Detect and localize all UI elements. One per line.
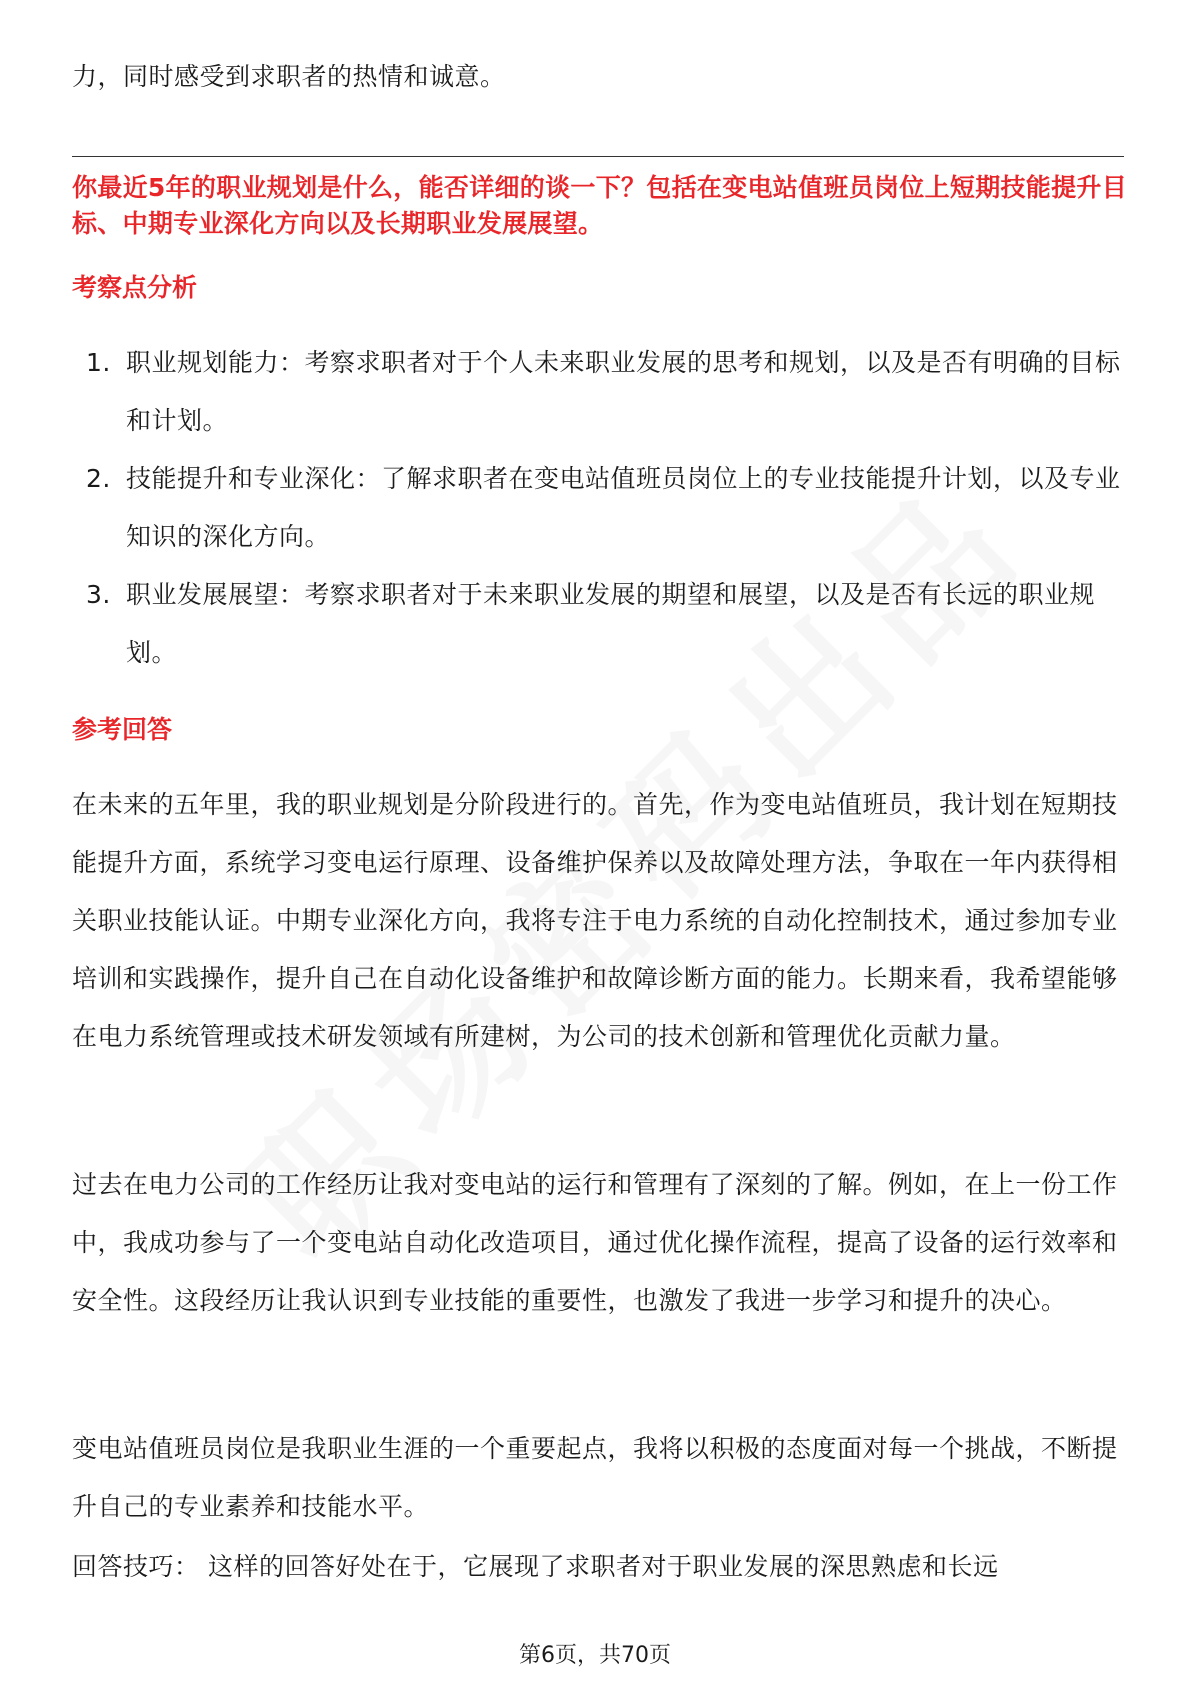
list-number: 1. xyxy=(86,348,111,377)
list-item-text: 技能提升和专业深化：了解求职者在变电站值班员岗位上的专业技能提升计划，以及专业知识的深化方向。 xyxy=(126,464,1121,551)
list-item xyxy=(72,450,1132,566)
answer-paragraph: 在未来的五年里，我的职业规划是分阶段进行的。首先，作为变电站值班员，我计划在短期技能提升方面，系统学习变电运行原理、设备维护保养以及故障处理方法，争取在一年内获得相关职业技能认证。中期专业深化方向，我将专注于电力系统的自动化控制技术，通过参加专业培训和实践操作，提升自己在自动化设备维护和故障诊断方面的能力。长期来看，我希望能够在电力系统管理或技术研发领域有所建树，为公司的技术创新和管理优化贡献力量。 xyxy=(72,790,1118,1051)
question-text: 你最近5年的职业规划是什么，能否详细的谈一下？包括在变电站值班员岗位上短期技能提升目标、中期专业深化方向以及长期职业发展展望。 xyxy=(72,173,1127,238)
list-number: 2. xyxy=(86,464,111,493)
answer-paragraph: 过去在电力公司的工作经历让我对变电站的运行和管理有了深刻的了解。例如，在上一份工作中，我成功参与了一个变电站自动化改造项目，通过优化操作流程，提高了设备的运行效率和安全性。这段经历让我认识到专业技能的重要性，也激发了我进一步学习和提升的决心。 xyxy=(72,1170,1118,1315)
answer-tips-paragraph: 回答技巧： 这样的回答好处在于，它展现了求职者对于职业发展的深思熟虑和长远 xyxy=(72,1552,999,1581)
list-number: 3. xyxy=(86,580,111,609)
analysis-heading: 考察点分析 xyxy=(72,273,198,302)
continuation-text: 力，同时感受到求职者的热情和诚意。 xyxy=(72,62,506,91)
list-item xyxy=(72,566,1132,682)
analysis-list xyxy=(72,334,1132,682)
list-item xyxy=(72,334,1132,450)
list-item-text: 职业规划能力：考察求职者对于个人未来职业发展的思考和规划，以及是否有明确的目标和计划。 xyxy=(126,348,1121,435)
divider xyxy=(72,156,1124,157)
answer-heading: 参考回答 xyxy=(72,715,173,744)
answer-paragraph: 变电站值班员岗位是我职业生涯的一个重要起点，我将以积极的态度面对每一个挑战，不断提升自己的专业素养和技能水平。 xyxy=(72,1434,1118,1521)
list-item-text: 职业发展展望：考察求职者对于未来职业发展的期望和展望，以及是否有长远的职业规划。 xyxy=(126,580,1096,667)
page-number: 第6页，共70页 xyxy=(519,1643,671,1668)
